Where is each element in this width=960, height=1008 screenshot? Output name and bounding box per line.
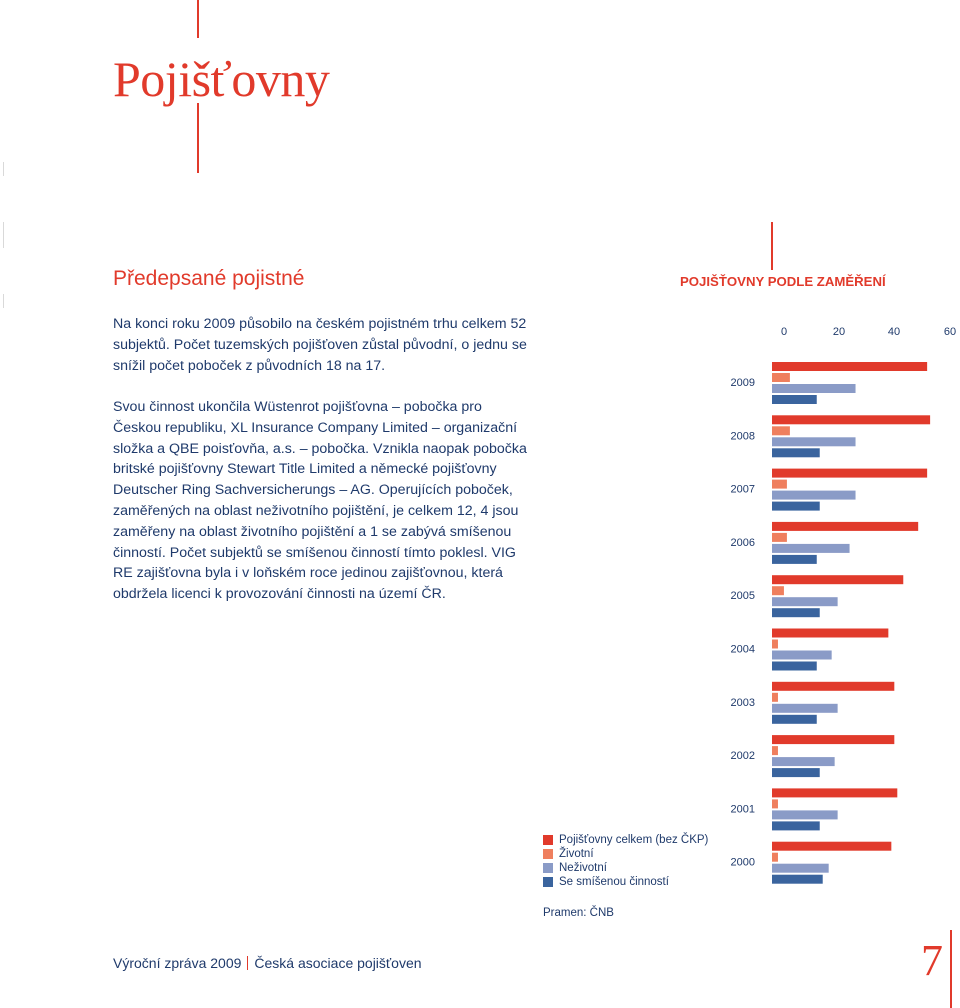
legend-label: Životní <box>559 848 594 860</box>
bar <box>772 373 790 382</box>
bar <box>772 362 927 371</box>
bar <box>772 608 820 617</box>
bar <box>772 597 838 606</box>
category-label: 2002 <box>730 750 755 763</box>
bar <box>772 629 888 638</box>
category-label: 2001 <box>730 803 755 816</box>
chart-source: Pramen: ČNB <box>543 907 614 919</box>
footer-organization: Česká asociace pojišťoven <box>254 955 422 971</box>
bar <box>772 853 778 862</box>
category-label: 2008 <box>730 430 755 443</box>
bar <box>772 768 820 777</box>
bar <box>772 662 817 671</box>
chart-title: POJIŠŤOVNY PODLE ZAMĚŘENÍ <box>680 274 886 289</box>
legend-swatch <box>543 863 553 873</box>
legend-label: Se smíšenou činností <box>559 876 669 888</box>
bar <box>772 704 838 713</box>
bar <box>772 864 829 873</box>
legend-label: Pojišťovny celkem (bez ČKP) <box>559 834 709 846</box>
page-title: Pojišťovny <box>113 51 330 107</box>
bar <box>772 715 817 724</box>
bar <box>772 555 817 564</box>
bar <box>772 448 820 457</box>
page-number: 7 <box>921 936 943 985</box>
legend-label: Neživotní <box>559 862 607 874</box>
category-label: 2003 <box>730 696 755 709</box>
bar <box>772 395 817 404</box>
bar <box>772 788 897 797</box>
bar <box>772 821 820 830</box>
bar <box>772 810 838 819</box>
x-tick-label: 40 <box>887 326 901 338</box>
category-label: 2007 <box>730 483 755 496</box>
bar <box>772 415 930 424</box>
body-paragraph: Svou činnost ukončila Wüstenrot pojišťovna – pobočka pro Českou republiku, XL Insurance Company Limited – organizační složka a QBE poisťovňa, a.s. – pobočka. Vznikla naopak pobočka britské pojišťovny Stewart Title Limited a německé pojišťovny Deutscher Ring Sachversicherungs – AG. Operujících poboček, zaměřených na oblast neživotního pojištění, je celkem 12, 4 jsou zaměřeny na oblast životního pojištění a 1 se zabývá smíšenou činností. Počet subjektů se smíšenou činností tímto poklesl. VIG RE zajišťovna byla i v loňském roce jedinou zajišťovnou, která obdržela licenci k provozování činnosti na území ČR. <box>113 399 527 603</box>
bar <box>772 757 835 766</box>
bar <box>772 640 778 649</box>
bar <box>772 651 832 660</box>
footer-separator <box>247 956 248 970</box>
bar <box>772 469 927 478</box>
section-heading: Předepsané pojistné <box>113 267 305 290</box>
bar <box>772 735 894 744</box>
chart-legend <box>543 833 708 889</box>
bar <box>772 437 856 446</box>
category-label: 2000 <box>730 856 755 869</box>
legend-swatch <box>543 877 553 887</box>
x-tick-label: 0 <box>780 326 788 338</box>
x-tick-label: 60 <box>943 326 957 338</box>
legend-item <box>543 847 708 861</box>
x-tick-label: 20 <box>832 326 846 338</box>
bar <box>772 491 856 500</box>
bar <box>772 682 894 691</box>
bar <box>772 875 823 884</box>
bar <box>772 426 790 435</box>
category-label: 2006 <box>730 536 755 549</box>
body-paragraph: Na konci roku 2009 působilo na českém pojistném trhu celkem 52 subjektů. Počet tuzemských pojišťoven zůstal původní, o jednu se snížil počet poboček z původních 18 na 17. <box>113 316 527 374</box>
legend-item <box>543 875 708 889</box>
legend-item <box>543 861 708 875</box>
legend-swatch <box>543 835 553 845</box>
bar <box>772 384 856 393</box>
bar <box>772 799 778 808</box>
category-label: 2005 <box>730 590 755 603</box>
bar <box>772 502 820 511</box>
category-label: 2009 <box>730 377 755 389</box>
bar <box>772 842 891 851</box>
bar <box>772 533 787 542</box>
legend-swatch <box>543 849 553 859</box>
footer <box>113 955 422 971</box>
bar <box>772 575 903 584</box>
bar <box>772 544 850 553</box>
legend-item <box>543 833 708 847</box>
footer-report-title: Výroční zpráva 2009 <box>113 955 242 971</box>
category-label: 2004 <box>730 643 755 656</box>
bar <box>772 480 787 489</box>
bar <box>772 693 778 702</box>
bar <box>772 522 918 531</box>
bar <box>772 586 784 595</box>
bar <box>772 746 778 755</box>
